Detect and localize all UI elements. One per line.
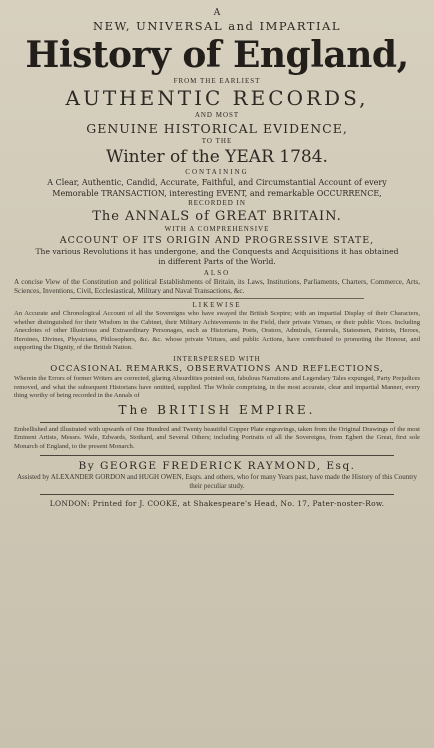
- divider: [40, 455, 394, 456]
- also: ALSO: [203, 269, 231, 277]
- a-line: A: [213, 8, 221, 18]
- author-line: By GEORGE FREDERICK RAYMOND, Esq.: [78, 459, 356, 472]
- account-line: ACCOUNT OF ITS ORIGIN AND PROGRESSIVE STATE,: [59, 235, 375, 246]
- to-the: TO THE: [201, 137, 233, 145]
- divider: [40, 422, 394, 423]
- annals-line: The ANNALS of GREAT BRITAIN.: [92, 209, 342, 224]
- new-universal-line: NEW, UNIVERSAL and IMPARTIAL: [93, 19, 341, 33]
- sovereigns-account: An Accurate and Chronological Account of all the Sovereigns who have swayed the British Sceptre; with an impartial Display of their Characters, whether distinguished for their Wisdom in the Cabinet, their Military Achievements in the Field, their private Virtues, or their public Vices. Including Anecdotes of other Illustrious and Extraordinary Personages, such as Historians, Poets, Orators, Admirals, Generals, Statesmen, Patriots, Heroes, Heroines, Divines, Physicians, Philosophers, &c. &c. whose private Virtues, and public Actions, have contributed to promoting the Honour, and supporting the Dignity, of the British Nation.: [14, 310, 420, 352]
- concise-view: A concise View of the Constitution and political Establishments of Britain, its Laws, Institutions, Parliaments, Charters, Commerce, Arts, Sciences, Inventions, Civil, Ecclesiastical, Military and Naval Transactions, &c.: [14, 278, 420, 295]
- winter-line: Winter of the YEAR 1784.: [106, 147, 328, 167]
- main-title: History of England,: [25, 34, 409, 76]
- containing: CONTAINING: [185, 168, 249, 176]
- revolutions-line-2: in different Parts of the World.: [158, 257, 276, 266]
- recorded-in: RECORDED IN: [188, 199, 246, 207]
- and-most: AND MOST: [194, 111, 240, 119]
- with-a-comprehensive: WITH A COMPREHENSIVE: [164, 225, 270, 233]
- revolutions-line-1: The various Revolutions it has undergone, and the Conquests and Acquisitions it has obtained: [35, 247, 399, 256]
- occasional-remarks: OCCASIONAL REMARKS, OBSERVATIONS AND REFLECTIONS,: [50, 363, 384, 374]
- interspersed-with: INTERSPERSED WITH: [173, 354, 261, 363]
- wherein-paragraph: Wherein the Errors of former Writers are corrected, glaring Absurdities pointed out, fabulous Narrations and Legendary Tales expunged, Party Prejudices removed, and what the subsequent Historians have omitted, supplied. The Whole comprising, in the most accurate, clear and impartial Manner, every thing worthy of being recorded in the Annals of: [14, 374, 420, 400]
- embellished-paragraph: Embellished and illustrated with upwards of One Hundred and Twenty beautiful Copper Plate engravings, taken from the Original Drawings of the most Eminent Artists, Messrs. Wale, Edwards, Stothard, and Several Others; including Portraits of all the Sovereigns, from Egbert the Great, first sole Monarch of England, to the present Monarch.: [14, 425, 420, 450]
- clear-line: A Clear, Authentic, Candid, Accurate, Faithful, and Circumstantial Account of every: [47, 178, 387, 187]
- imprint-line: LONDON: Printed for J. COOKE, at Shakespeare's Head, No. 17, Pater-noster-Row.: [49, 498, 385, 508]
- british-empire: The BRITISH EMPIRE.: [118, 402, 316, 417]
- assisted-paragraph: Assisted by ALEXANDER GORDON and HUGH OWEN, Esqrs. and others, who for many Years past, have made the History of this Country their peculiar study.: [16, 472, 418, 490]
- likewise: LIKEWISE: [192, 301, 242, 309]
- genuine-evidence: GENUINE HISTORICAL EVIDENCE,: [86, 121, 348, 136]
- divider: [70, 298, 364, 299]
- authentic-records: AUTHENTIC RECORDS,: [65, 86, 369, 110]
- divider: [40, 494, 394, 495]
- from-the-earliest: FROM THE EARLIEST: [173, 77, 261, 85]
- memorable-line: Memorable TRANSACTION, interesting EVENT, and remarkable OCCURRENCE,: [52, 189, 382, 198]
